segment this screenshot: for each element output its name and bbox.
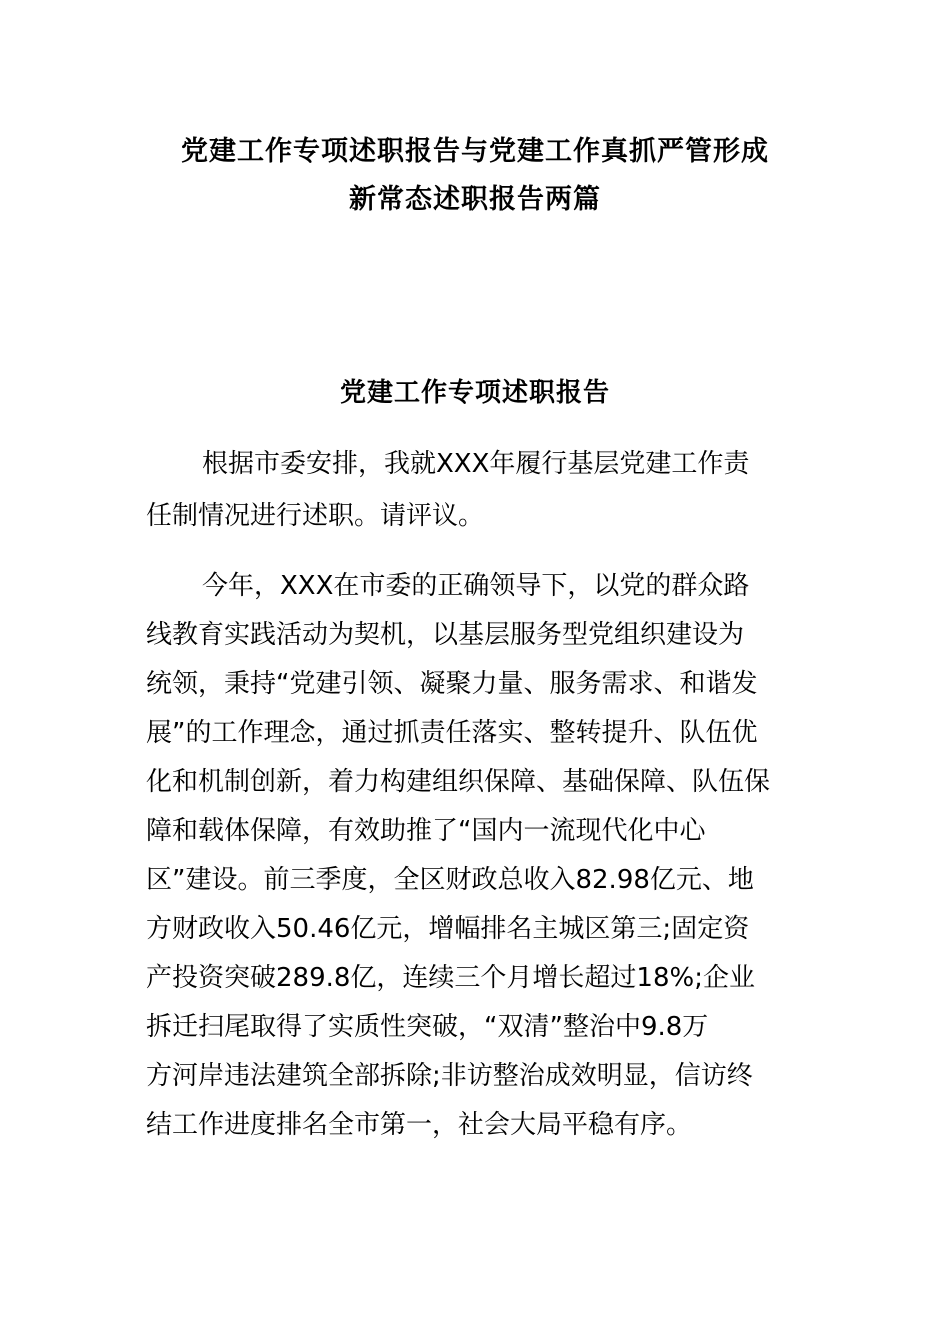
paragraph-2-line-11: 方河岸违法建筑全部拆除;非访整治成效明显，信访终 bbox=[146, 1061, 753, 1091]
paragraph-2-line-3: 统领，秉持“党建引领、凝聚力量、服务需求、和谐发 bbox=[146, 669, 758, 699]
paragraph-2-line-8: 方财政收入50.46亿元，增幅排名主城区第三;固定资 bbox=[146, 914, 750, 944]
paragraph-1-line-2: 任制情况进行述职。请评议。 bbox=[146, 501, 485, 531]
paragraph-2-line-6: 障和载体保障，有效助推了“国内一流现代化中心 bbox=[146, 816, 706, 846]
paragraph-2-line-2: 线教育实践活动为契机，以基层服务型党组织建设为 bbox=[146, 620, 745, 650]
paragraph-2-line-1: 今年，XXX在市委的正确领导下，以党的群众路 bbox=[202, 571, 750, 601]
document-title-line-2: 新常态述职报告两篇 bbox=[349, 184, 601, 215]
paragraph-2-line-7: 区”建设。前三季度，全区财政总收入82.98亿元、地 bbox=[146, 865, 754, 895]
section-title: 党建工作专项述职报告 bbox=[339, 378, 610, 408]
paragraph-1-line-1: 根据市委安排，我就XXX年履行基层党建工作责 bbox=[202, 449, 750, 479]
document-title-line-1: 党建工作专项述职报告与党建工作真抓严管形成 bbox=[181, 136, 769, 167]
paragraph-2-line-4: 展”的工作理念，通过抓责任落实、整转提升、队伍优 bbox=[146, 718, 758, 748]
paragraph-2-line-5: 化和机制创新，着力构建组织保障、基础保障、队伍保 bbox=[146, 767, 771, 797]
paragraph-2-line-12: 结工作进度排名全市第一，社会大局平稳有序。 bbox=[146, 1110, 693, 1140]
paragraph-2-line-9: 产投资突破289.8亿，连续三个月增长超过18%;企业 bbox=[146, 963, 755, 993]
paragraph-2-line-10: 拆迁扫尾取得了实质性突破，“双清”整治中9.8万 bbox=[146, 1012, 709, 1042]
